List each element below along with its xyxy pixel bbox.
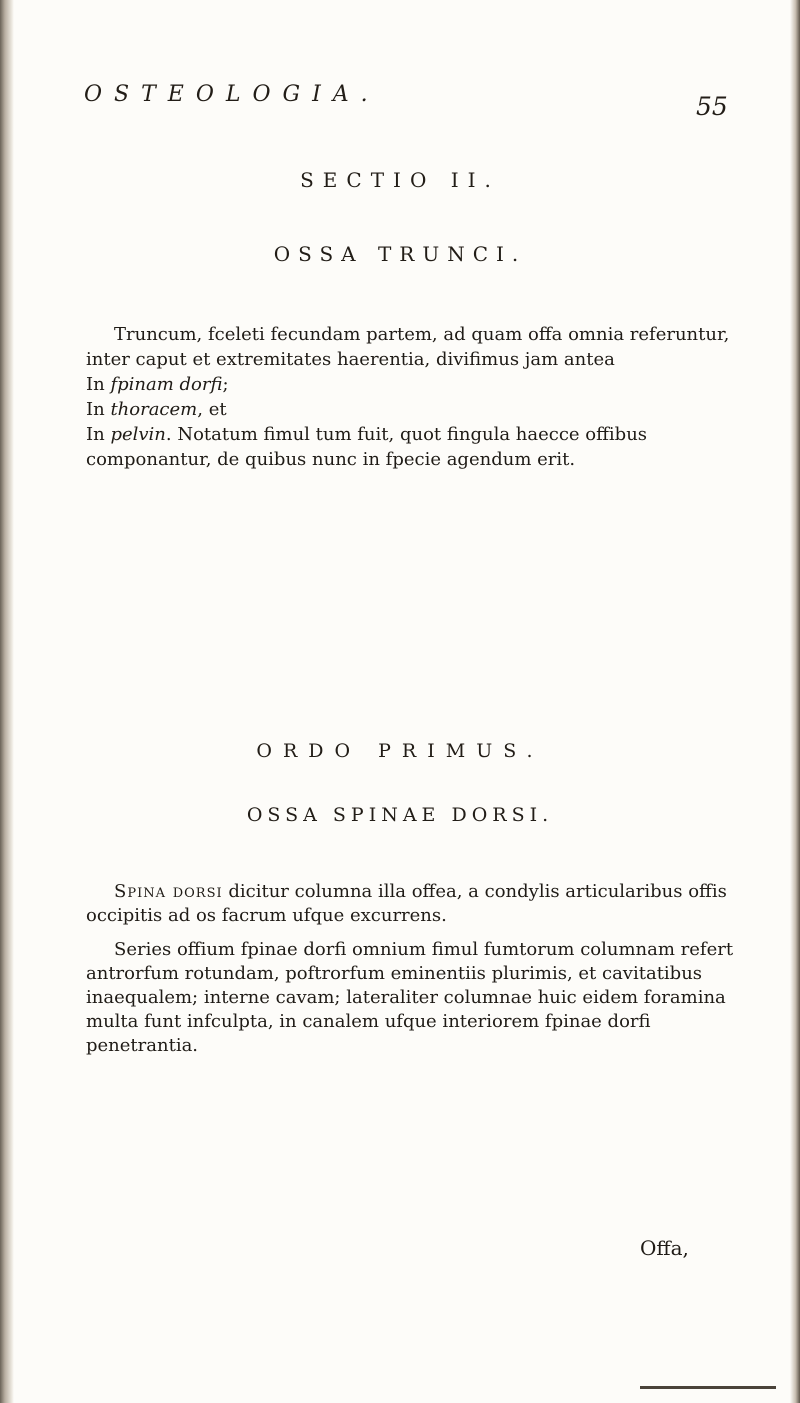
catchword: Offa, bbox=[640, 1236, 689, 1260]
list-term: fpinam dorfi bbox=[110, 374, 223, 395]
intro-paragraph: Truncum, fceleti fecundam partem, ad quam offa omnia referuntur, inter caput et extremitates haerentia, divifimus jam antea bbox=[86, 324, 730, 370]
ordo-subtitle: OSSA SPINAE DORSI. bbox=[246, 804, 554, 826]
list-item: In thoracem, et bbox=[86, 399, 227, 420]
running-head: OSTEOLOGIA. bbox=[84, 82, 380, 107]
list-term: pelvin bbox=[110, 424, 166, 445]
section-subtitle: OSSA TRUNCI. bbox=[273, 242, 527, 266]
page-outer-edge bbox=[790, 0, 800, 1403]
series-paragraph: Series offium fpinae dorfi omnium fimul fumtorum columnam refert antrorfum rotundam, poftrorfum eminentiis plurimis, et cavitatibus inaequalem; interne cavam; lateraliter columnae huic eidem foramina multa funt infculpta, in canalem ufque interiorem fpinae dorfi penetrantia. bbox=[86, 939, 734, 1056]
spina-lead: Spina dorsi bbox=[114, 881, 223, 902]
page-binding-edge bbox=[0, 0, 14, 1403]
ordo-title: ORDO PRIMUS. bbox=[256, 740, 544, 762]
intro-block bbox=[86, 322, 758, 472]
page-bottom-rule bbox=[640, 1386, 776, 1389]
spina-block bbox=[86, 880, 756, 1068]
spina-paragraph: Spina dorsi dicitur columna illa offea, a condylis articularibus offis occipitis ad os facrum ufque excurrens. bbox=[86, 881, 727, 926]
list-item: In fpinam dorfi; bbox=[86, 374, 229, 395]
section-title: SECTIO II. bbox=[300, 168, 500, 192]
list-item: In pelvin. Notatum fimul tum fuit, quot fingula haecce offibus componantur, de quibus nunc in fpecie agendum erit. bbox=[86, 424, 648, 470]
list-term: thoracem bbox=[110, 399, 198, 420]
page-number: 55 bbox=[696, 92, 728, 121]
